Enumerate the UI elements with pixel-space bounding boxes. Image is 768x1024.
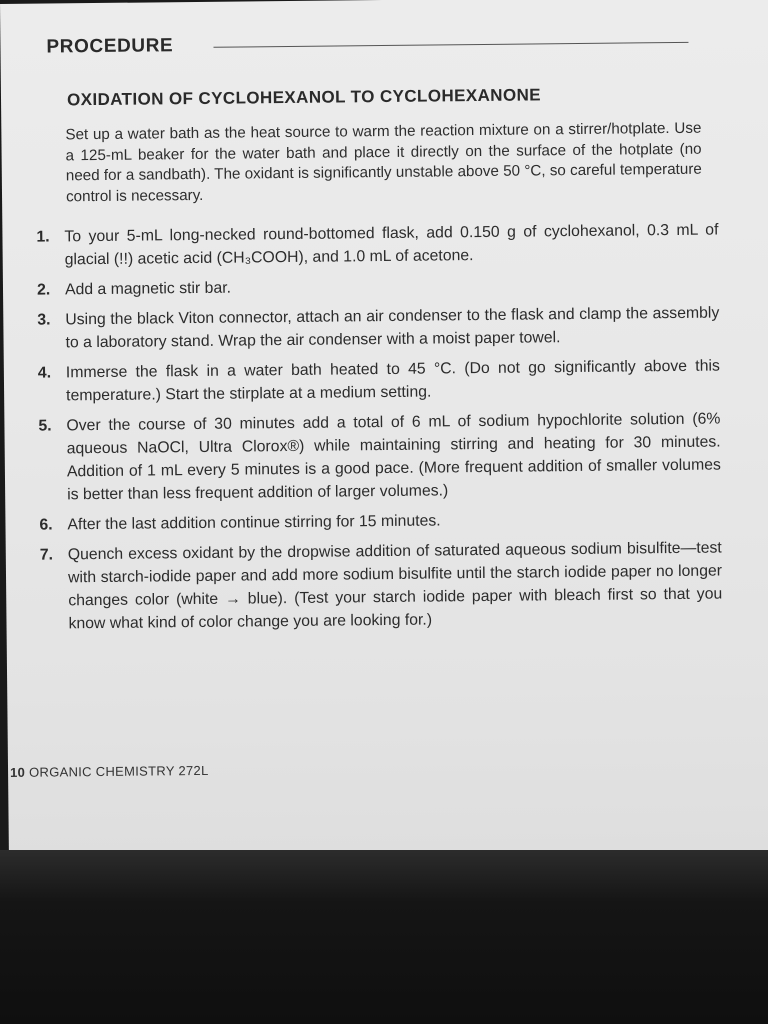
step-text: To your 5-mL long-necked round-bottomed flask, add 0.150 g of cyclohexanol, 0.3 mL of glacial (!!) acetic acid (CH₃COOH), and 1.0 mL of acetone. xyxy=(64,221,719,269)
step-text: Immerse the flask in a water bath heated to 45 °C. (Do not go significantly above this temperature.) Start the stirplate at a medium setting. xyxy=(65,357,720,405)
step-number: 1. xyxy=(36,228,50,246)
step-number: 5. xyxy=(38,417,52,435)
step-text: Add a magnetic stir bar. xyxy=(64,279,232,299)
step-text: After the last addition continue stirring for 15 minutes. xyxy=(67,512,441,534)
step-number: 4. xyxy=(37,364,52,382)
background-surface xyxy=(0,850,768,1024)
step-number: 6. xyxy=(39,516,53,534)
step-item xyxy=(30,408,721,507)
procedure-steps xyxy=(28,219,722,643)
section-heading: PROCEDURE xyxy=(46,35,174,58)
step-item xyxy=(32,536,723,635)
step-item xyxy=(29,272,719,302)
intro-paragraph: Set up a water bath as the heat source to warm the reaction mixture on a stirrer/hotplate. Use a 125-mL beaker for the water bath and place it directly on the surface of the hotplate (no need for a sandbath). The oxidant is significantly unstable above 50 °C, so careful temperature control is necessary. xyxy=(65,119,702,205)
page-footer xyxy=(10,763,209,780)
step-number: 7. xyxy=(39,546,54,564)
step-item xyxy=(31,506,721,536)
step-item xyxy=(28,219,718,272)
step-number: 3. xyxy=(37,311,51,329)
step-item xyxy=(30,355,720,408)
step-number: 2. xyxy=(36,281,51,299)
course-name: ORGANIC CHEMISTRY 272L xyxy=(28,762,209,780)
procedure-title: OXIDATION OF CYCLOHEXANOL TO CYCLOHEXANONE xyxy=(66,85,542,110)
page-number: 10 xyxy=(9,764,26,780)
step-text: Quench excess oxidant by the dropwise addition of saturated aqueous sodium bisulfite—test with starch-iodide paper and add more sodium bisulfite until the starch iodide paper no longer changes color (white → blue). (Test your starch iodide paper with bleach first so that you know what kind of color change you are looking for.) xyxy=(67,539,723,633)
step-text: Using the black Viton connector, attach an air condenser to the flask and clamp the assembly to a laboratory stand. Wrap the air condenser with a moist paper towel. xyxy=(65,304,720,352)
step-item xyxy=(29,302,719,355)
step-text: Over the course of 30 minutes add a total of 6 mL of sodium hypochlorite solution (6% aqueous NaOCl, Ultra Clorox®) while maintaining stirring and heating for 30 minutes. Addition of 1 mL every 5 minutes is a good pace. (More frequent addition of smaller volumes is better than less frequent addition of larger volumes.) xyxy=(66,410,721,504)
heading-rule xyxy=(213,42,688,48)
